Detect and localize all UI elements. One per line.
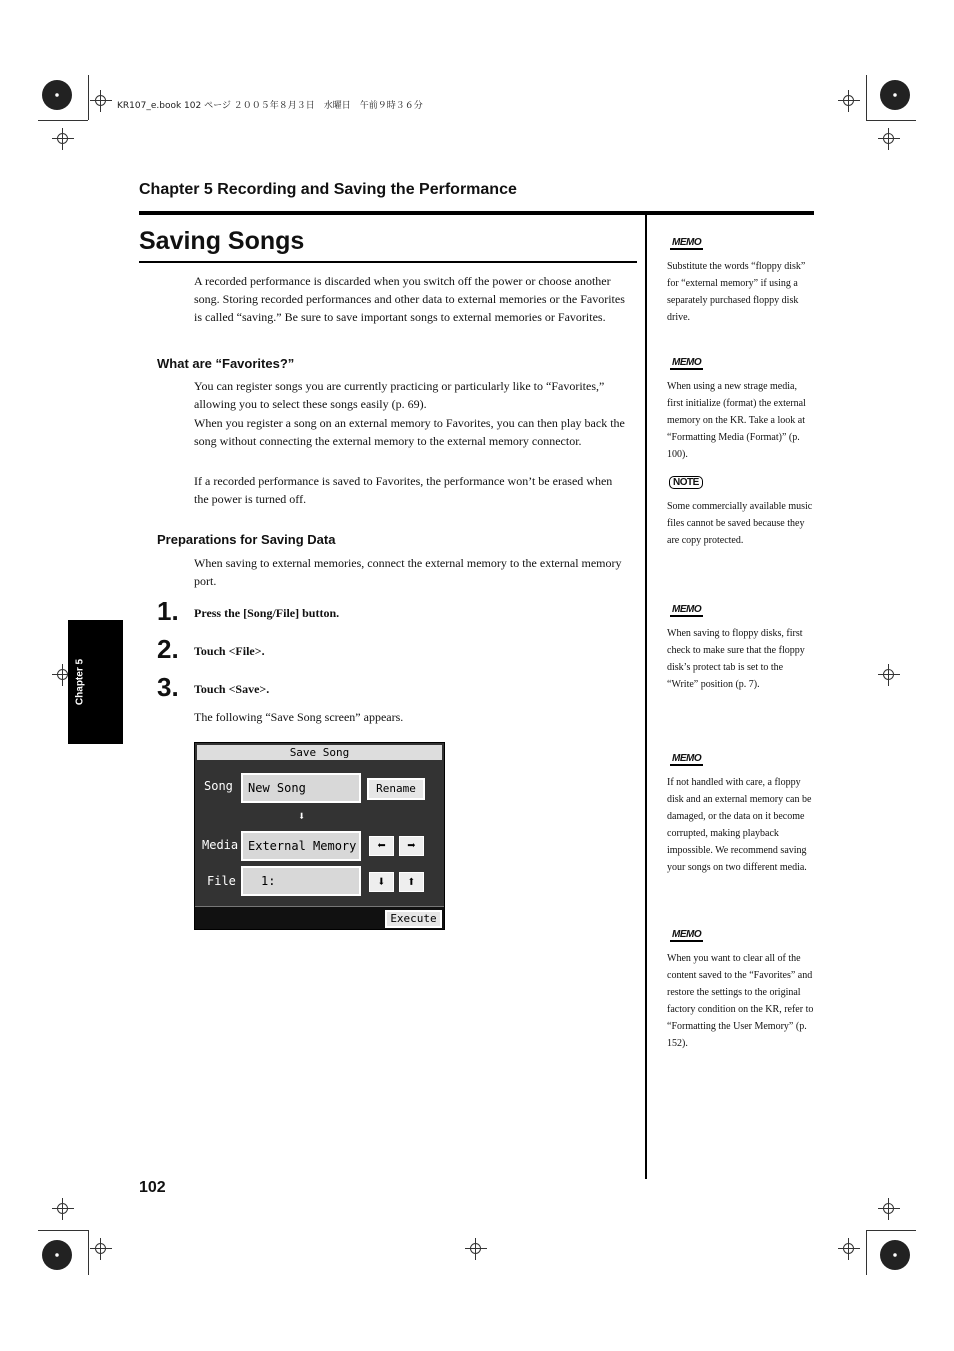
file-label: File (207, 874, 236, 888)
chapter-side-tab (68, 620, 123, 744)
down-arrow-icon[interactable]: ⬇ (369, 872, 394, 892)
registration-mark-bottom-right (838, 1238, 860, 1260)
memo-icon: MEMO (672, 604, 702, 615)
preparations-heading: Preparations for Saving Data (157, 532, 336, 547)
chapter-heading: Chapter 5 Recording and Saving the Performance (139, 181, 517, 198)
screen-title-bar: Save Song (197, 745, 442, 760)
crop-target-bottom-left (42, 1240, 72, 1270)
intro-paragraph: A recorded performance is discarded when you switch off the power or choose another song. Storing recorded performances and other data to external memories or the Favorites is called “saving.” Be sure to save important songs to external memories or Favorites. (194, 274, 625, 324)
memo-note: If not handled with care, a floppy disk and an external memory can be damaged, or the data on it become corrupted, making playback impossible. We recommend saving your songs on two different media. (667, 777, 812, 873)
registration-mark-right-bottom (878, 1198, 900, 1220)
memo-note: When using a new strage media, first initialize (format) the external memory on the KR. Take a look at “Formatting Media (Format)” (p. 100). (667, 381, 806, 460)
up-arrow-icon[interactable]: ⬆ (399, 872, 424, 892)
registration-mark-bottom-center (465, 1238, 487, 1260)
memo-icon: MEMO (672, 237, 702, 248)
favorites-paragraph-1: You can register songs you are currently practicing or particularly like to “Favorites,” allowing you to select these songs easily (p. 69). (194, 379, 605, 411)
song-name-field[interactable]: New Song (241, 773, 361, 803)
registration-mark-left-bottom (52, 1198, 74, 1220)
step-text: Touch <File>. (194, 644, 265, 658)
favorites-heading: What are “Favorites?” (157, 356, 295, 371)
crop-line (88, 75, 89, 120)
down-arrow-icon: ⬇ (298, 809, 306, 823)
right-arrow-icon[interactable]: ➡ (399, 836, 424, 856)
crop-line (866, 1230, 867, 1275)
crop-target-bottom-right (880, 1240, 910, 1270)
registration-mark-right-middle (878, 664, 900, 686)
media-label: Media (202, 838, 239, 852)
media-field[interactable]: External Memory (241, 831, 361, 861)
left-arrow-icon[interactable]: ⬅ (369, 836, 394, 856)
crop-line (88, 1230, 89, 1275)
memo-icon: MEMO (672, 929, 702, 940)
step-text: Touch <Save>. (194, 682, 270, 696)
step-number: 3. (157, 672, 179, 702)
header-rule (139, 211, 814, 215)
step-text: Press the [Song/File] button. (194, 606, 340, 620)
save-song-screen (194, 742, 445, 930)
crop-target-top-right (880, 80, 910, 110)
note-icon: NOTE (669, 476, 703, 489)
memo-note: When saving to floppy disks, first check to make sure that the floppy disk’s protect tab is set to the “Write” position (p. 7). (667, 628, 805, 690)
crop-line (866, 120, 916, 121)
song-label: Song (204, 779, 233, 793)
crop-line (866, 1230, 916, 1231)
file-header: KR107_e.book 102 ページ ２００５年８月３日 水曜日 午前９時３６分 (117, 101, 423, 111)
memo-icon: MEMO (672, 753, 702, 764)
chapter-side-tab-label: Chapter 5 (74, 658, 86, 706)
registration-mark-top-left (90, 90, 112, 112)
page-title: Saving Songs (139, 227, 305, 255)
registration-mark-left-top (52, 128, 74, 150)
memo-note: When you want to clear all of the content saved to the “Favorites” and restore the settings to the original factory condition on the KR, refer to “Formatting the User Memory” (p. 152). (667, 953, 814, 1049)
registration-mark-right-top (878, 128, 900, 150)
execute-button[interactable]: Execute (385, 910, 442, 928)
step-number: 2. (157, 634, 179, 664)
crop-line (866, 75, 867, 120)
registration-mark-bottom-left (90, 1238, 112, 1260)
rename-button[interactable]: Rename (367, 778, 425, 800)
memo-icon: MEMO (672, 357, 702, 368)
column-divider (645, 215, 647, 1179)
favorites-paragraph-2: When you register a song on an external memory to Favorites, you can then play back the song without connecting the external memory to the external memory connector. (194, 416, 625, 448)
registration-mark-top-right (838, 90, 860, 112)
page-number: 102 (139, 1179, 166, 1196)
title-rule (139, 261, 637, 263)
caution-note: Some commercially available music files cannot be saved because they are copy protected. (667, 501, 813, 546)
favorites-paragraph-3: If a recorded performance is saved to Favorites, the performance won’t be erased when the power is turned off. (194, 474, 613, 506)
memo-note: Substitute the words “floppy disk” for “external memory” if using a separately purchased floppy disk drive. (667, 261, 806, 323)
step-number: 1. (157, 596, 179, 626)
preparations-paragraph: When saving to external memories, connect the external memory to the external memory port. (194, 556, 622, 588)
crop-target-top-left (42, 80, 72, 110)
file-number-field[interactable]: 1: (241, 866, 361, 896)
crop-line (38, 1230, 88, 1231)
after-steps-text: The following “Save Song screen” appears. (194, 710, 404, 724)
crop-line (38, 120, 88, 121)
